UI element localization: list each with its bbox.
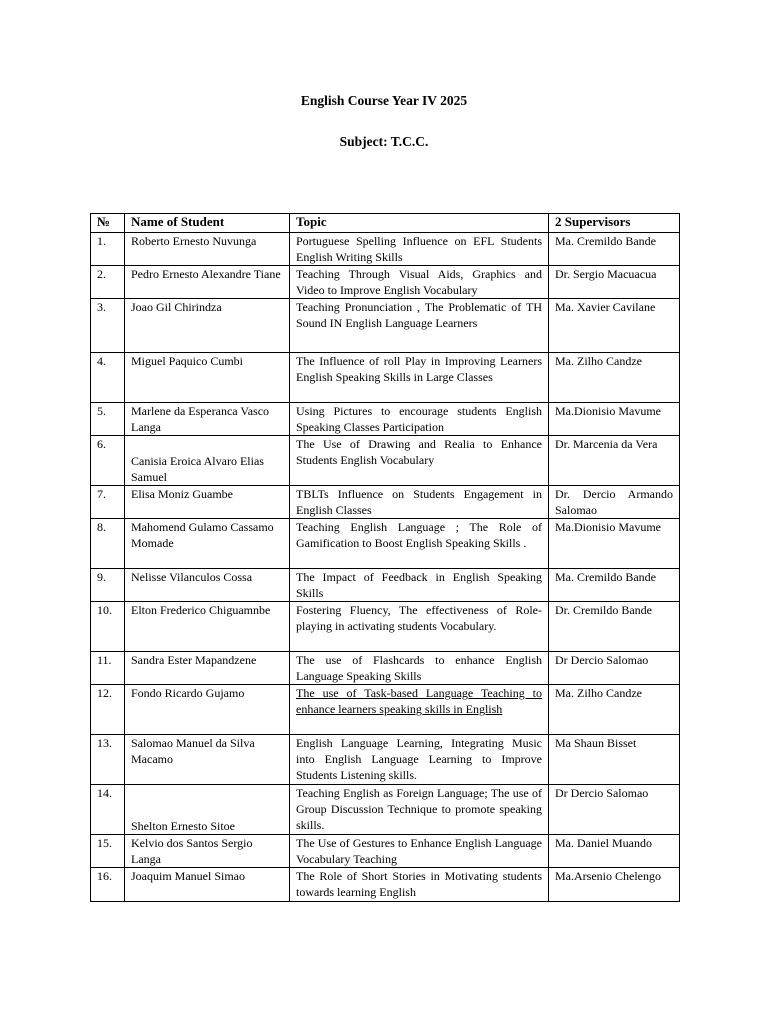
table-row <box>91 486 680 519</box>
supervisor-name: Dr. Marcenia da Vera <box>549 436 680 486</box>
table-row <box>91 602 680 652</box>
row-number: 9. <box>91 569 125 602</box>
topic-text: Using Pictures to encourage students English Speaking Classes Participation <box>290 403 549 436</box>
supervisor-name: Dr Dercio Salomao <box>549 652 680 685</box>
row-number: 6. <box>91 436 125 486</box>
topic-text: The Influence of roll Play in Improving Learners English Speaking Skills in Large Classes <box>290 353 549 403</box>
supervisor-name: Ma.Arsenio Chelengo <box>549 868 680 902</box>
student-name: Sandra Ester Mapandzene <box>125 652 290 685</box>
student-name: Nelisse Vilanculos Cossa <box>125 569 290 602</box>
topic-text: TBLTs Influence on Students Engagement in English Classes <box>290 486 549 519</box>
student-name: Miguel Paquico Cumbi <box>125 353 290 403</box>
table-row <box>91 299 680 353</box>
supervisor-name: Dr. Sergio Macuacua <box>549 266 680 299</box>
student-name: Salomao Manuel da Silva Macamo <box>125 735 290 785</box>
topic-text: Teaching English as Foreign Language; The use of Group Discussion Technique to promote speaking skills. <box>290 785 549 835</box>
student-name: Elisa Moniz Guambe <box>125 486 290 519</box>
supervisor-name: Ma.Dionisio Mavume <box>549 519 680 569</box>
topic-text: The Use of Drawing and Realia to Enhance Students English Vocabulary <box>290 436 549 486</box>
student-name: Pedro Ernesto Alexandre Tiane <box>125 266 290 299</box>
students-table <box>90 213 680 902</box>
student-name: Elton Frederico Chiguamnbe <box>125 602 290 652</box>
row-number: 14. <box>91 785 125 835</box>
column-header-supervisors: 2 Supervisors <box>549 214 680 233</box>
table-row <box>91 233 680 266</box>
row-number: 3. <box>91 299 125 353</box>
student-name: Mahomend Gulamo Cassamo Momade <box>125 519 290 569</box>
topic-text: Teaching Through Visual Aids, Graphics and Video to Improve English Vocabulary <box>290 266 549 299</box>
document-title: English Course Year IV 2025 <box>300 93 468 108</box>
row-number: 5. <box>91 403 125 436</box>
topic-text: Fostering Fluency, The effectiveness of Role-playing in activating students Vocabulary. <box>290 602 549 652</box>
row-number: 10. <box>91 602 125 652</box>
row-number: 12. <box>91 685 125 735</box>
table-row <box>91 436 680 486</box>
row-number: 11. <box>91 652 125 685</box>
table-row <box>91 353 680 403</box>
document-subject: Subject: T.C.C. <box>339 134 429 149</box>
row-number: 4. <box>91 353 125 403</box>
supervisor-name: Dr. Dercio Armando Salomao <box>549 486 680 519</box>
row-number: 13. <box>91 735 125 785</box>
table-row <box>91 785 680 835</box>
table-row <box>91 519 680 569</box>
topic-text: Teaching Pronunciation , The Problematic of TH Sound IN English Language Learners <box>290 299 549 353</box>
table-row <box>91 868 680 902</box>
table-row <box>91 403 680 436</box>
column-header-name: Name of Student <box>125 214 290 233</box>
student-name: Marlene da Esperanca Vasco Langa <box>125 403 290 436</box>
student-name: Kelvio dos Santos Sergio Langa <box>125 835 290 868</box>
supervisor-name: Ma. Daniel Muando <box>549 835 680 868</box>
row-number: 2. <box>91 266 125 299</box>
table-row <box>91 266 680 299</box>
student-name: Joaquim Manuel Simao <box>125 868 290 902</box>
topic-text: Portuguese Spelling Influence on EFL Students English Writing Skills <box>290 233 549 266</box>
table-row <box>91 685 680 735</box>
row-number: 16. <box>91 868 125 902</box>
supervisor-name: Ma.Dionisio Mavume <box>549 403 680 436</box>
table-row <box>91 652 680 685</box>
student-name: Fondo Ricardo Gujamo <box>125 685 290 735</box>
row-number: 1. <box>91 233 125 266</box>
table-header-row <box>91 214 680 233</box>
column-header-number: № <box>91 214 125 233</box>
column-header-topic: Topic <box>290 214 549 233</box>
table-row <box>91 835 680 868</box>
row-number: 15. <box>91 835 125 868</box>
topic-text: The use of Task-based Language Teaching to enhance learners speaking skills in English <box>290 685 549 735</box>
topic-text: English Language Learning, Integrating Music into English Language Learning to Improve Students Listening skills. <box>290 735 549 785</box>
student-name: Roberto Ernesto Nuvunga <box>125 233 290 266</box>
table-body <box>91 233 680 902</box>
table-row <box>91 735 680 785</box>
student-name: Canisia Eroica Alvaro Elias Samuel <box>125 436 290 486</box>
supervisor-name: Ma Shaun Bisset <box>549 735 680 785</box>
topic-text: The Use of Gestures to Enhance English Language Vocabulary Teaching <box>290 835 549 868</box>
supervisor-name: Dr. Cremildo Bande <box>549 602 680 652</box>
topic-text: The Role of Short Stories in Motivating students towards learning English <box>290 868 549 902</box>
topic-text: The use of Flashcards to enhance English Language Speaking Skills <box>290 652 549 685</box>
student-name: Shelton Ernesto Sitoe <box>125 785 290 835</box>
topic-text: Teaching English Language ; The Role of Gamification to Boost English Speaking Skills . <box>290 519 549 569</box>
student-name: Joao Gil Chirindza <box>125 299 290 353</box>
supervisor-name: Ma. Zilho Candze <box>549 685 680 735</box>
supervisor-name: Ma. Zilho Candze <box>549 353 680 403</box>
topic-text: The Impact of Feedback in English Speaking Skills <box>290 569 549 602</box>
supervisor-name: Dr Dercio Salomao <box>549 785 680 835</box>
row-number: 8. <box>91 519 125 569</box>
supervisor-name: Ma. Cremildo Bande <box>549 233 680 266</box>
supervisor-name: Ma. Xavier Cavilane <box>549 299 680 353</box>
supervisor-name: Ma. Cremildo Bande <box>549 569 680 602</box>
row-number: 7. <box>91 486 125 519</box>
table-row <box>91 569 680 602</box>
